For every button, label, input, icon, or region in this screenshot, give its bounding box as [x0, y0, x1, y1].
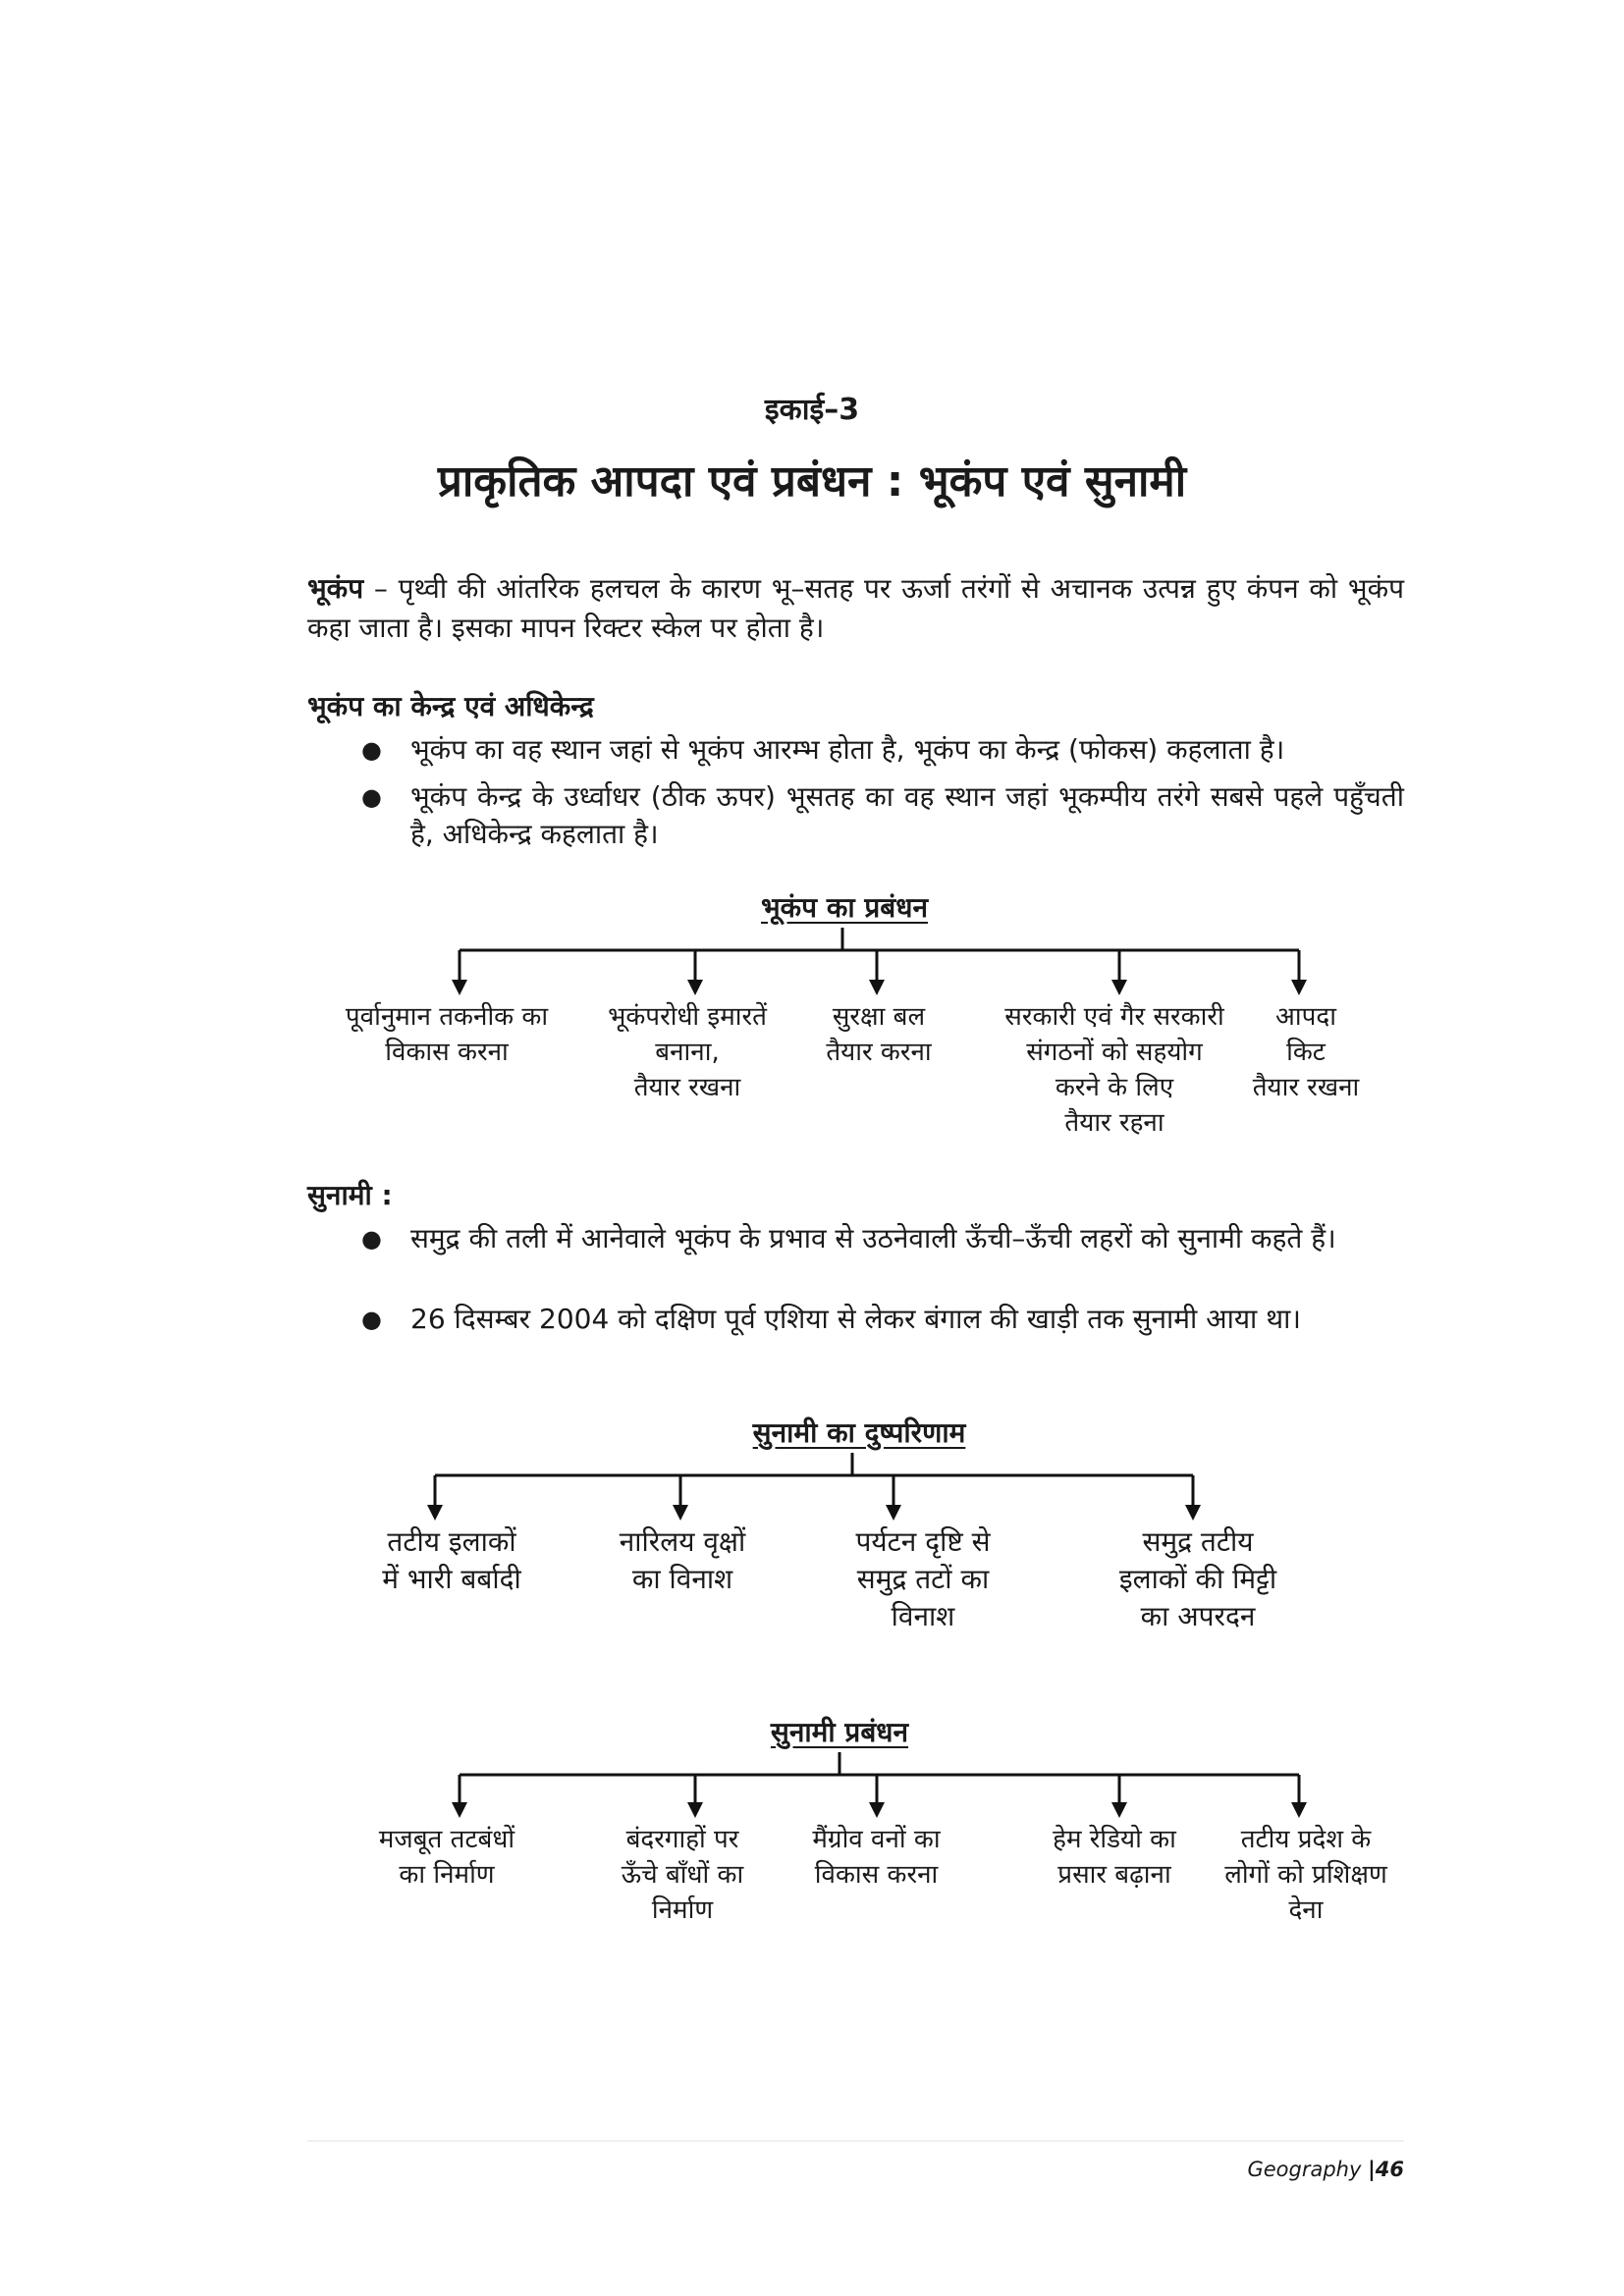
bullet-marker: ●	[361, 783, 382, 811]
bullet-marker: ●	[361, 736, 382, 764]
mgmt-node-ham-radio: हेम रेडियो का प्रसार बढ़ाना	[1053, 1825, 1176, 1890]
tsunami-management-title: सुनामी प्रबंधन	[770, 1716, 909, 1748]
tsunami-effects-title: सुनामी का दुष्परिणाम	[752, 1416, 966, 1449]
chapter-title: प्राकृतिक आपदा एवं प्रबंधन : भूकंप एवं सुनामी	[437, 456, 1187, 507]
effect-node-coconut-trees: नारिलय वृक्षों का विनाश	[619, 1525, 746, 1595]
mgmt-node-embankments: मजबूत तटबंधों का निर्माण	[378, 1825, 515, 1890]
eq-node-ngo-cooperation: सरकारी एवं गैर सरकारी संगठनों को सहयोग करने के लिए तैयार रहना	[1004, 1002, 1224, 1138]
tsunami-bullet-1: समुद्र की तली में आनेवाले भूकंप के प्रभाव से उठनेवाली ऊँची–ऊँची लहरों को सुनामी कहते हैं।	[410, 1222, 1336, 1255]
tsunami-section-heading: सुनामी :	[307, 1179, 393, 1211]
mgmt-node-training: तटीय प्रदेश के लोगों को प्रशिक्षण देना	[1224, 1825, 1387, 1925]
bullet-marker: ●	[361, 1306, 382, 1333]
eq-node-forecasting: पूर्वानुमान तकनीक का विकास करना	[345, 1002, 549, 1067]
focus-bullet-2: भूकंप केन्द्र के उर्ध्वाधर (ठीक ऊपर) भूसतह का वह स्थान जहां भूकम्पीय तरंगे सबसे पहले पहुँचती है, अधिकेन्द्र कहलाता है।	[410, 780, 1404, 850]
tsunami-bullet-2: 26 दिसम्बर 2004 को दक्षिण पूर्व एशिया से लेकर बंगाल की खाड़ी तक सुनामी आया था।	[410, 1303, 1301, 1335]
eq-node-disaster-kit: आपदा किट तैयार रखना	[1252, 1002, 1360, 1102]
eq-node-security-force: सुरक्षा बल तैयार करना	[826, 1002, 932, 1067]
focus-section-heading: भूकंप का केन्द्र एवं अधिकेन्द्र	[307, 690, 594, 722]
effect-node-beach-destruction: पर्यटन दृष्टि से समुद्र तटों का विनाश	[855, 1525, 991, 1632]
footer-separator: |	[1368, 2158, 1376, 2181]
footer-divider	[307, 2140, 1404, 2142]
focus-bullet-1: भूकंप का वह स्थान जहां से भूकंप आरम्भ होता है, भूकंप का केन्द्र (फोकस) कहलाता है।	[410, 733, 1285, 766]
earthquake-term: भूकंप	[307, 572, 364, 605]
eq-management-title: भूकंप का प्रबंधन	[760, 891, 929, 924]
page-number: 46	[1375, 2158, 1404, 2181]
effect-node-coastal-destruction: तटीय इलाकों में भारी बर्बादी	[382, 1525, 521, 1595]
unit-label: इकाई–3	[764, 393, 860, 427]
mgmt-node-mangroves: मैंग्रोव वनों का विकास करना	[812, 1825, 941, 1890]
eq-node-resistant-buildings: भूकंपरोधी इमारतें बनाना, तैयार रखना	[608, 1002, 767, 1102]
footer-subject: Geography	[1247, 2158, 1362, 2181]
bullet-marker: ●	[361, 1225, 382, 1253]
mgmt-node-port-dams: बंदरगाहों पर ऊँचे बाँधों का निर्माण	[621, 1825, 744, 1925]
effect-node-soil-erosion: समुद्र तटीय इलाकों की मिट्टी का अपरदन	[1118, 1525, 1277, 1632]
page-footer	[982, 2158, 1404, 2181]
earthquake-definition-text: – पृथ्वी की आंतरिक हलचल के कारण भू–सतह पर ऊर्जा तरंगों से अचानक उत्पन्न हुए कंपन को भूकंप कहा जाता है। इसका मापन रिक्टर स्केल पर होता है।	[307, 572, 1404, 644]
